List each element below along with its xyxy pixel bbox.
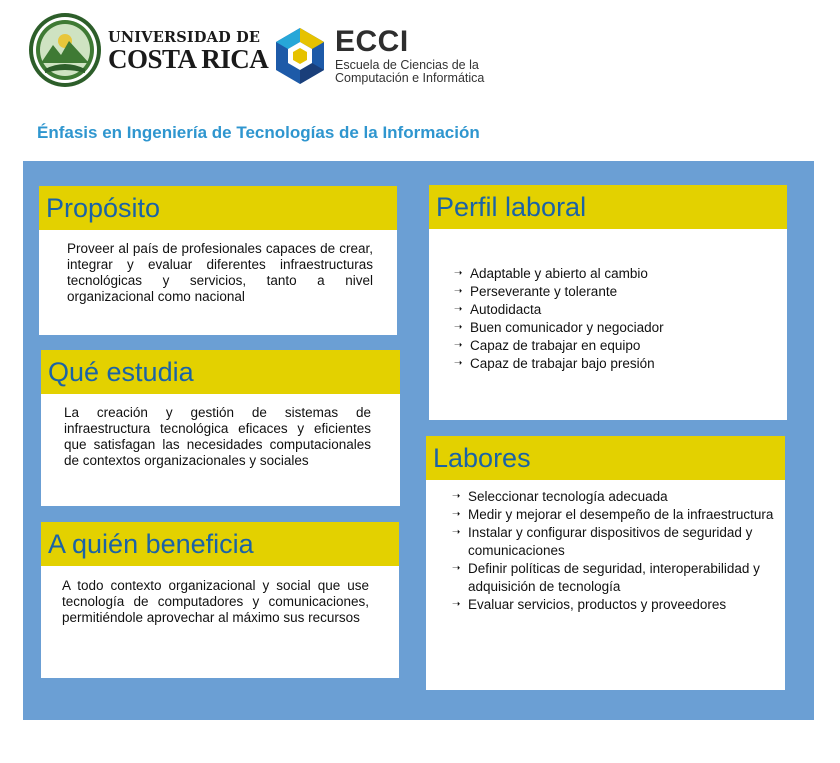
labores-list bbox=[452, 488, 775, 614]
list-item bbox=[452, 524, 775, 560]
card-que-estudia bbox=[41, 350, 400, 506]
arrow-bullet-icon: ➝ bbox=[454, 322, 463, 333]
list-item-text: Buen comunicador y negociador bbox=[470, 320, 664, 335]
arrow-bullet-icon: ➝ bbox=[452, 491, 461, 502]
list-item bbox=[452, 488, 775, 506]
card-a-quien-beneficia-heading: A quién beneficia bbox=[41, 522, 399, 566]
arrow-bullet-icon: ➝ bbox=[454, 304, 463, 315]
card-que-estudia-heading: Qué estudia bbox=[41, 350, 400, 394]
list-item-text: Perseverante y tolerante bbox=[470, 284, 618, 299]
list-item-text: Instalar y configurar dispositivos de seguridad y comunicaciones bbox=[468, 525, 753, 558]
card-labores bbox=[426, 436, 785, 690]
list-item-text: Adaptable y abierto al cambio bbox=[470, 266, 648, 281]
arrow-bullet-icon: ➝ bbox=[454, 286, 463, 297]
arrow-bullet-icon: ➝ bbox=[452, 509, 461, 520]
card-perfil-laboral bbox=[429, 185, 787, 420]
list-item bbox=[452, 560, 775, 596]
list-item bbox=[454, 301, 777, 319]
card-proposito-text: Proveer al país de profesionales capaces de crear, integrar y evaluar diferentes infraestructuras tecnológicas y servicios, tanto a nivel organizacional como nacional bbox=[67, 241, 373, 304]
card-a-quien-beneficia bbox=[41, 522, 399, 678]
list-item-text: Definir políticas de seguridad, interoperabilidad y adquisición de tecnología bbox=[468, 561, 760, 594]
ucr-seal-logo bbox=[27, 11, 103, 89]
card-que-estudia-text: La creación y gestión de sistemas de infraestructura tecnológica eficaces y eficientes que satisfagan las necesidades computacionales de contextos organizacionales y sociales bbox=[64, 405, 371, 468]
arrow-bullet-icon: ➝ bbox=[454, 358, 463, 369]
list-item bbox=[454, 283, 777, 301]
list-item-text: Autodidacta bbox=[470, 302, 542, 317]
ecci-subtitle-line2: Computación e Informática bbox=[335, 70, 485, 85]
list-item-text: Capaz de trabajar bajo presión bbox=[470, 356, 655, 371]
ecci-name: ECCI bbox=[335, 25, 409, 58]
ucr-wordmark bbox=[108, 30, 268, 72]
perfil-laboral-list bbox=[454, 265, 777, 373]
arrow-bullet-icon: ➝ bbox=[452, 527, 461, 538]
list-item bbox=[454, 319, 777, 337]
list-item-text: Capaz de trabajar en equipo bbox=[470, 338, 641, 353]
card-labores-body bbox=[426, 480, 785, 614]
list-item bbox=[454, 337, 777, 355]
ecci-subtitle-line1: Escuela de Ciencias de la bbox=[335, 58, 479, 72]
card-labores-heading: Labores bbox=[426, 436, 785, 480]
arrow-bullet-icon: ➝ bbox=[452, 599, 461, 610]
arrow-bullet-icon: ➝ bbox=[454, 268, 463, 279]
list-item bbox=[454, 355, 777, 373]
ucr-line2: COSTA RICA bbox=[108, 44, 269, 74]
card-perfil-laboral-body bbox=[429, 229, 787, 373]
ecci-hexagon-logo bbox=[272, 26, 328, 86]
card-a-quien-beneficia-text: A todo contexto organizacional y social que use tecnología de computadores y comunicaciones, permitiéndole aprovechar al máximo sus recursos bbox=[62, 578, 369, 625]
ecci-subtitle bbox=[335, 59, 484, 84]
card-proposito-heading: Propósito bbox=[39, 186, 397, 230]
list-item-text: Seleccionar tecnología adecuada bbox=[468, 489, 668, 504]
list-item bbox=[452, 596, 775, 614]
page-title: Énfasis en Ingeniería de Tecnologías de la Información bbox=[37, 123, 480, 142]
arrow-bullet-icon: ➝ bbox=[454, 340, 463, 351]
list-item-text: Medir y mejorar el desempeño de la infraestructura bbox=[468, 507, 774, 522]
ucr-line1: UNIVERSIDAD DE bbox=[108, 29, 261, 46]
card-proposito bbox=[39, 186, 397, 335]
list-item-text: Evaluar servicios, productos y proveedores bbox=[468, 597, 727, 612]
list-item bbox=[452, 506, 775, 524]
list-item bbox=[454, 265, 777, 283]
arrow-bullet-icon: ➝ bbox=[452, 563, 461, 574]
card-perfil-laboral-heading: Perfil laboral bbox=[429, 185, 787, 229]
